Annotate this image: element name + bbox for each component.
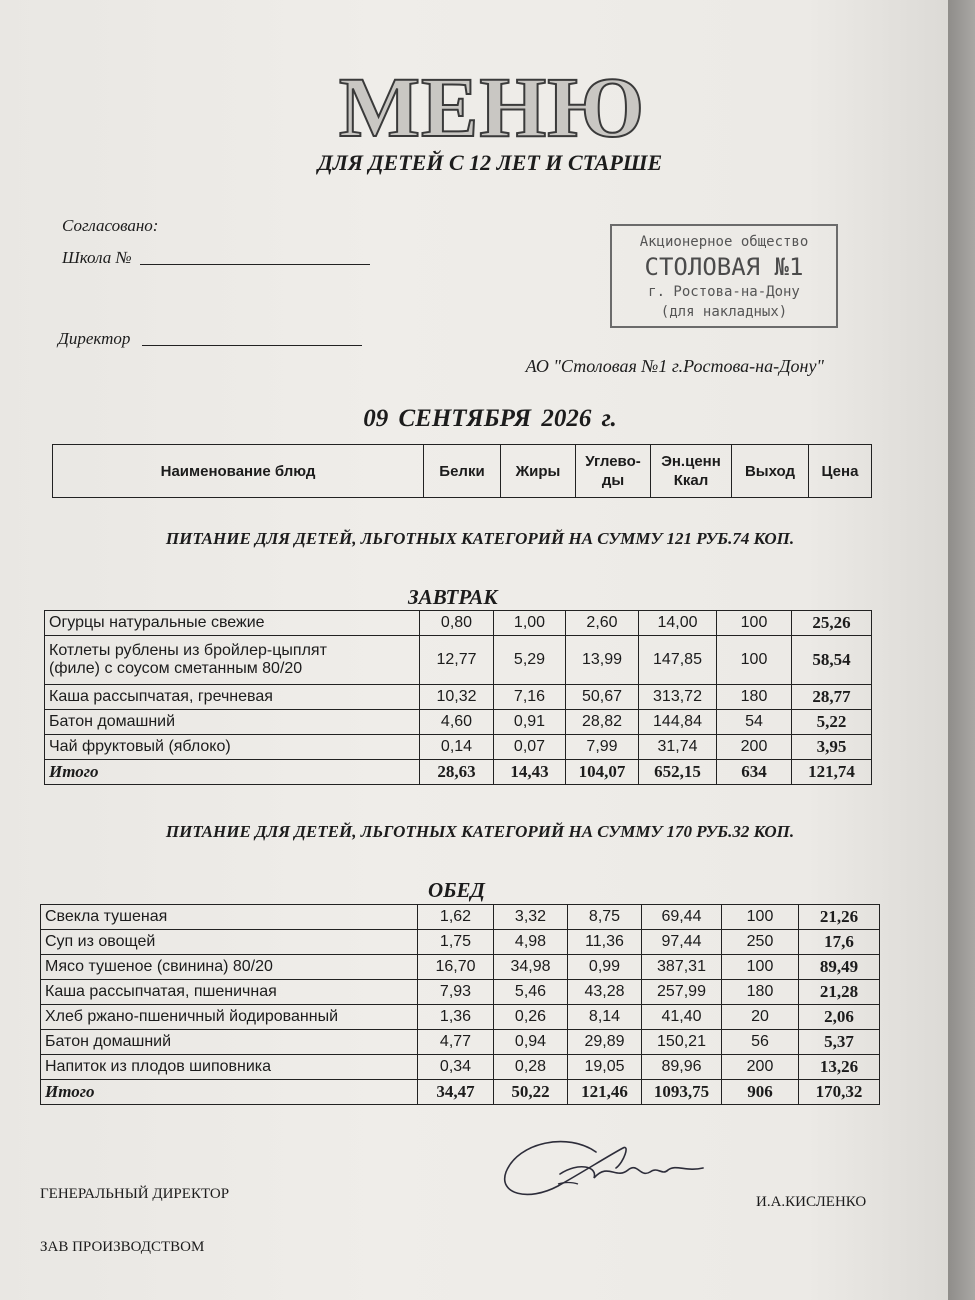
col-name: Наименование блюд [53,445,424,498]
col-energy: Эн.ценн Ккал [651,445,732,498]
total-row: Итого 28,63 14,43 104,07 652,15 634 121,74 [45,760,872,785]
table-row: Каша рассыпчатая, пшеничная 7,93 5,46 43,28 257,99 180 21,28 [41,980,880,1005]
breakfast-meal-label: ЗАВТРАК [408,585,498,609]
stamp-line-2: СТОЛОВАЯ №1 [644,253,804,281]
lunch-section-title: ПИТАНИЕ ДЛЯ ДЕТЕЙ, ЛЬГОТНЫХ КАТЕГОРИЙ НА СУММУ 170 РУБ.32 КОП. [165,822,795,841]
stamp-line-4: (для накладных) [660,304,788,320]
director-signature [498,1122,718,1206]
stamp-line-3: г. Ростова-на-Дону [648,284,800,300]
lunch-meal-label: ОБЕД [428,878,485,902]
col-protein: Белки [424,445,501,498]
table-row: Хлеб ржано-пшеничный йодированный 1,36 0,26 8,14 41,40 20 2,06 [41,1005,880,1030]
table-row: Чай фруктовый (яблоко) 0,14 0,07 7,99 31,74 200 3,95 [45,735,872,760]
table-row: Мясо тушеное (свинина) 80/20 16,70 34,98 0,99 387,31 100 89,49 [41,955,880,980]
table-row: Свекла тушеная 1,62 3,32 8,75 69,44 100 21,26 [41,905,880,930]
lunch-table [40,904,880,1105]
background-edge [948,0,975,1300]
director-name: И.А.КИСЛЕНКО [756,1194,867,1210]
table-row: Котлеты рублены из бройлер-цыплят (филе) с соусом сметанным 80/20 12,77 5,29 13,99 147,85 100 58,54 [45,636,872,685]
table-row: Батон домашний 4,77 0,94 29,89 150,21 56 5,37 [41,1030,880,1055]
company-stamp [610,224,838,328]
col-fat: Жиры [501,445,576,498]
breakfast-section-title: ПИТАНИЕ ДЛЯ ДЕТЕЙ, ЛЬГОТНЫХ КАТЕГОРИЙ НА СУММУ 121 РУБ.74 КОП. [165,529,795,548]
approved-label: Согласовано: [62,216,159,235]
stamp-line-1: Акционерное общество [639,234,809,250]
table-row: Напиток из плодов шиповника 0,34 0,28 19,05 89,96 200 13,26 [41,1055,880,1080]
table-row: Каша рассыпчатая, гречневая 10,32 7,16 50,67 313,72 180 28,77 [45,685,872,710]
page-title: МЕНЮ [338,59,646,155]
col-yield: Выход [732,445,809,498]
director-underline [142,345,362,346]
col-price: Цена [809,445,872,498]
table-row: Суп из овощей 1,75 4,98 11,36 97,44 250 17,6 [41,930,880,955]
menu-date: 09 СЕНТЯБРЯ 2026 г. [363,405,617,432]
column-header-table [52,444,872,498]
page-subtitle: ДЛЯ ДЕТЕЙ С 12 ЛЕТ И СТАРШЕ [317,150,663,175]
production-head-label: ЗАВ ПРОИЗВОДСТВОМ [40,1239,205,1255]
total-row: Итого 34,47 50,22 121,46 1093,75 906 170,32 [41,1080,880,1105]
col-carbs: Углево- ды [576,445,651,498]
table-row: Огурцы натуральные свежие 0,80 1,00 2,60 14,00 100 25,26 [45,611,872,636]
school-underline [140,264,370,265]
general-director-label: ГЕНЕРАЛЬНЫЙ ДИРЕКТОР [40,1186,230,1202]
breakfast-table [44,610,872,785]
school-label: Школа № [62,248,132,267]
company-name: АО "Столовая №1 г.Ростова-на-Дону" [525,356,824,376]
table-row: Батон домашний 4,60 0,91 28,82 144,84 54 5,22 [45,710,872,735]
director-label: Директор [58,329,131,348]
